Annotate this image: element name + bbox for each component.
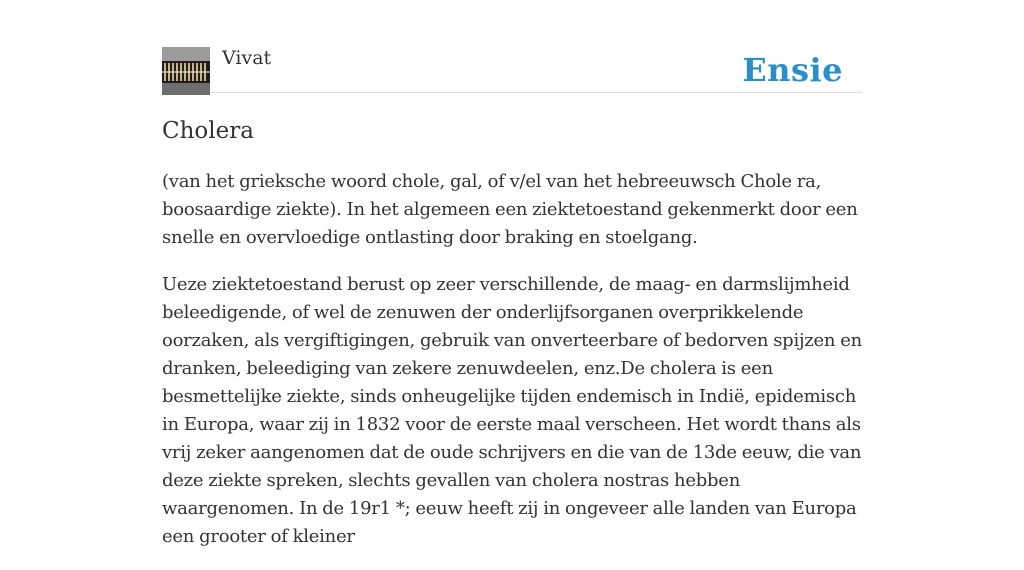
article-body	[162, 168, 862, 570]
page-title: Cholera	[162, 118, 254, 144]
bookshelf-avatar-icon	[162, 47, 210, 95]
paragraph: Ueze ziektetoestand berust op zeer verschillende, de maag- en darmslijmheid beleedigende, of wel de zenuwen der onderlijfsorganen overprikkelende oorzaken, als vergiftigingen, gebruik van onverteerbare of bedorven spijzen en dranken, beleediging van zekere zenuwdeelen, enz.De cholera is een besmettelijke ziekte, sinds onheugelijke tijden endemisch in Indië, epidemisch in Europa, waar zij in 1832 voor de eerste maal verscheen. Het wordt thans als vrij zeker aangenomen dat de oude schrijvers en die van de 13de eeuw, die van deze ziekte spreken, slechts gevallen van cholera nostras hebben waargenomen. In de 19r1 *; eeuw heeft zij in ongeveer alle landen van Europa een grooter of kleiner	[162, 274, 862, 547]
ensie-logo[interactable]: Ensie	[742, 51, 843, 89]
paragraph: (van het grieksche woord chole, gal, of v/el van het hebreeuwsch Chole ra, boosaardige ziekte). In het algemeen een ziektetoestand gekenmerkt door een snelle en overvloedige ontlasting door braking en stoelgang.	[162, 171, 858, 248]
article-page	[162, 0, 862, 547]
avatar[interactable]	[162, 47, 210, 95]
author-name[interactable]: Vivat	[222, 47, 272, 69]
article-header	[162, 0, 862, 93]
